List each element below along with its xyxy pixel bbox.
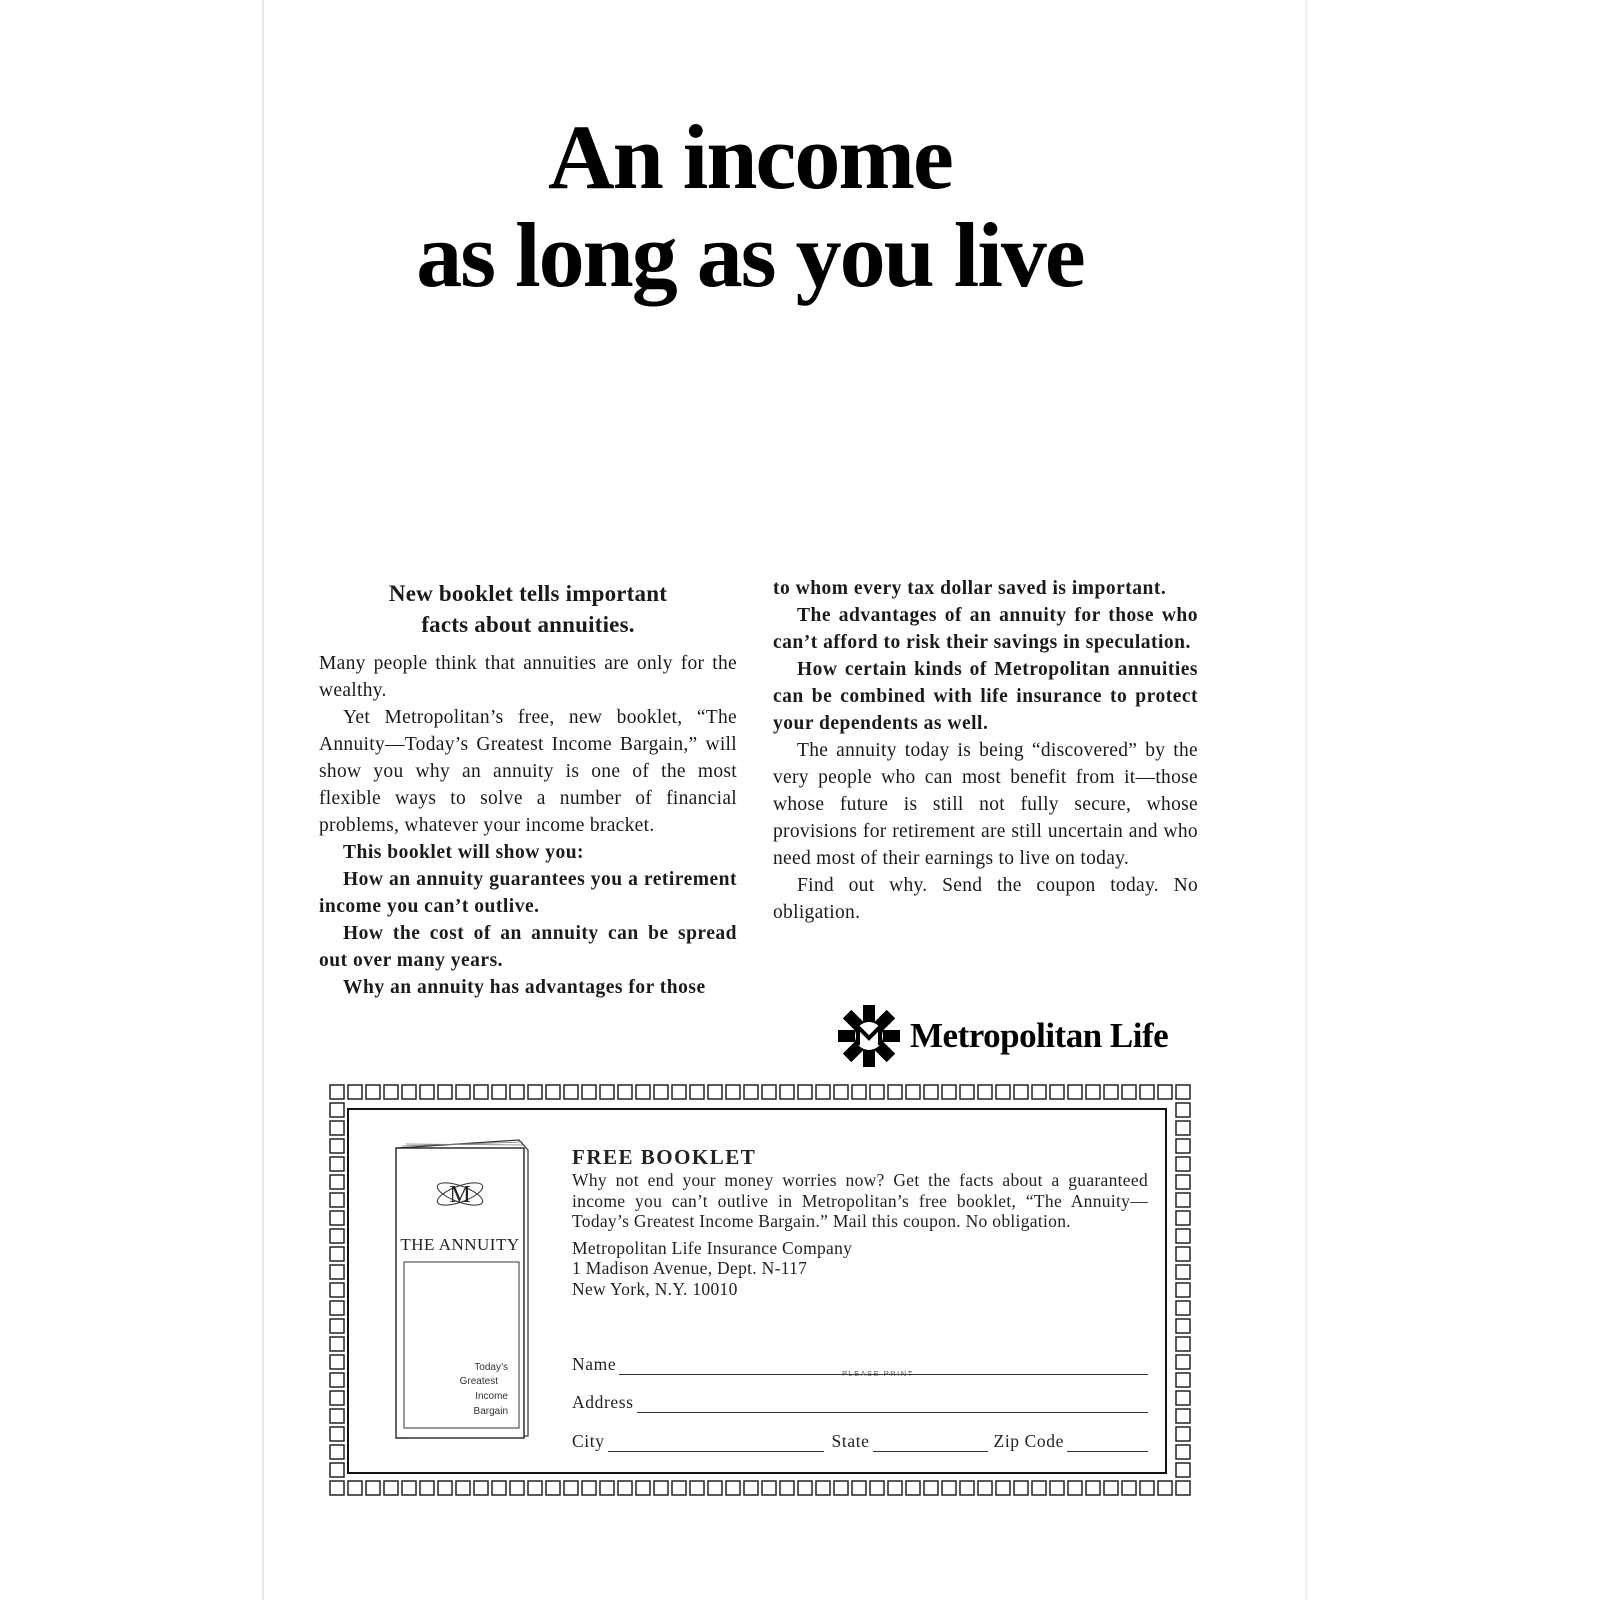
border-square [1176, 1193, 1190, 1207]
border-square [492, 1085, 506, 1099]
border-square [1176, 1301, 1190, 1315]
border-square [510, 1481, 524, 1495]
border-square [636, 1085, 650, 1099]
border-square [564, 1085, 578, 1099]
booklet-subtitle-2: Greatest [459, 1376, 498, 1387]
border-square [366, 1481, 380, 1495]
border-square [330, 1121, 344, 1135]
booklet-subtitle-1: Today’s [474, 1362, 508, 1373]
border-square [780, 1481, 794, 1495]
border-square [474, 1085, 488, 1099]
border-square [1176, 1481, 1190, 1495]
border-square [1050, 1481, 1064, 1495]
border-square [888, 1481, 902, 1495]
zip-code-label: Zip Code [993, 1431, 1064, 1451]
bold-paragraph: How the cost of an annuity can be spread out over many years. [319, 923, 737, 971]
border-square [1176, 1247, 1190, 1261]
border-square [1176, 1373, 1190, 1387]
border-square [1176, 1229, 1190, 1243]
border-square [1050, 1085, 1064, 1099]
border-square [852, 1481, 866, 1495]
border-square [618, 1481, 632, 1495]
border-square [1176, 1265, 1190, 1279]
border-square [474, 1481, 488, 1495]
name-label: Name [572, 1354, 617, 1374]
border-square [1176, 1085, 1190, 1099]
border-square [330, 1427, 344, 1441]
border-square [1086, 1085, 1100, 1099]
zip-code-field[interactable] [1067, 1434, 1148, 1452]
border-square [1140, 1481, 1154, 1495]
border-square [1032, 1085, 1046, 1099]
border-square [816, 1085, 830, 1099]
border-square [924, 1085, 938, 1099]
border-square [762, 1481, 776, 1495]
border-square [924, 1481, 938, 1495]
border-square [330, 1265, 344, 1279]
subheading [319, 578, 737, 640]
logo-text: Metropolitan Life [910, 1016, 1169, 1055]
border-square [330, 1193, 344, 1207]
border-square [1122, 1085, 1136, 1099]
border-square [348, 1085, 362, 1099]
border-square [978, 1085, 992, 1099]
border-square [1014, 1481, 1028, 1495]
right-column [773, 575, 1198, 926]
border-square [330, 1229, 344, 1243]
border-square [420, 1481, 434, 1495]
border-square [330, 1391, 344, 1405]
address-row [572, 1387, 1148, 1413]
border-square [672, 1085, 686, 1099]
border-square [744, 1481, 758, 1495]
booklet-illustration [394, 1138, 534, 1443]
bold-paragraph: This booklet will show you: [343, 842, 585, 863]
border-square [600, 1085, 614, 1099]
border-square [1176, 1139, 1190, 1153]
border-square [942, 1481, 956, 1495]
border-square [672, 1481, 686, 1495]
border-square [942, 1085, 956, 1099]
border-square [1032, 1481, 1046, 1495]
address-line-1: Metropolitan Life Insurance Company [572, 1237, 853, 1258]
please-print-note: PLEASE PRINT [842, 1369, 914, 1378]
border-square [528, 1085, 542, 1099]
border-square [978, 1481, 992, 1495]
booklet-subtitle-4: Bargain [473, 1406, 508, 1417]
border-square [1176, 1355, 1190, 1369]
border-square [726, 1481, 740, 1495]
border-square [528, 1481, 542, 1495]
border-square [1176, 1463, 1190, 1477]
border-square [960, 1085, 974, 1099]
border-square [330, 1175, 344, 1189]
border-square [330, 1301, 344, 1315]
border-square [1068, 1085, 1082, 1099]
bold-paragraph: to whom every tax dollar saved is important. [773, 578, 1167, 599]
border-square [330, 1103, 344, 1117]
booklet-subtitle-3: Income [475, 1391, 508, 1402]
address-line-2: 1 Madison Avenue, Dept. N-117 [572, 1258, 808, 1278]
border-square [834, 1085, 848, 1099]
border-square [330, 1409, 344, 1423]
border-square [510, 1085, 524, 1099]
metropolitan-life-logo [836, 1000, 1206, 1072]
border-square [330, 1211, 344, 1225]
coupon-text [572, 1144, 1148, 1299]
border-square [1176, 1175, 1190, 1189]
border-square [636, 1481, 650, 1495]
border-square [906, 1481, 920, 1495]
mailing-address [572, 1238, 1148, 1300]
city-label: City [572, 1431, 605, 1451]
border-square [834, 1481, 848, 1495]
border-square [1068, 1481, 1082, 1495]
booklet-monogram: M [449, 1182, 471, 1208]
border-square [456, 1085, 470, 1099]
border-square [330, 1139, 344, 1153]
border-square [1176, 1157, 1190, 1171]
border-square [384, 1481, 398, 1495]
border-square [870, 1085, 884, 1099]
border-square [906, 1085, 920, 1099]
border-square [816, 1481, 830, 1495]
address-line-3: New York, N.Y. 10010 [572, 1278, 738, 1299]
booklet-title: THE ANNUITY [400, 1235, 520, 1254]
paragraph: Many people think that annuities are only for the wealthy. [319, 653, 737, 701]
border-square [744, 1085, 758, 1099]
border-square [546, 1085, 560, 1099]
border-square [1176, 1103, 1190, 1117]
border-square [330, 1085, 344, 1099]
border-square [1176, 1391, 1190, 1405]
border-square [438, 1481, 452, 1495]
border-square [582, 1085, 596, 1099]
border-square [1176, 1319, 1190, 1333]
subheading-line-2: facts about annuities. [421, 612, 635, 637]
border-square [690, 1085, 704, 1099]
border-square [1158, 1085, 1172, 1099]
bold-paragraph: Why an annuity has advantages for those [343, 977, 706, 998]
border-square [330, 1157, 344, 1171]
border-square [708, 1481, 722, 1495]
border-square [402, 1481, 416, 1495]
subheading-line-1: New booklet tells important [388, 581, 668, 606]
border-square [402, 1085, 416, 1099]
state-label: State [831, 1431, 870, 1451]
border-square [708, 1085, 722, 1099]
left-column [319, 578, 737, 1001]
border-square [546, 1481, 560, 1495]
border-square [438, 1085, 452, 1099]
border-square [1176, 1283, 1190, 1297]
coupon-body: Why not end your money worries now? Get the facts about a guaranteed income you can’t outlive in Metropolitan’s free booklet, “The Annuity—Today’s Greatest Income Bargain.” Mail this coupon. No obligation. [572, 1170, 1148, 1231]
border-square [564, 1481, 578, 1495]
border-square [492, 1481, 506, 1495]
bold-paragraph: The advantages of an annuity for those who can’t afford to risk their savings in speculation. [773, 605, 1198, 653]
border-square [762, 1085, 776, 1099]
border-square [798, 1481, 812, 1495]
bold-paragraph: How certain kinds of Metropolitan annuities can be combined with life insurance to protect your dependents as well. [773, 659, 1198, 734]
city-field[interactable] [608, 1434, 824, 1452]
border-square [420, 1085, 434, 1099]
coupon-title: FREE BOOKLET [572, 1145, 757, 1169]
border-square [618, 1085, 632, 1099]
bold-paragraph: How an annuity guarantees you a retirement income you can’t outlive. [319, 869, 737, 917]
border-square [960, 1481, 974, 1495]
border-square [1086, 1481, 1100, 1495]
border-square [1176, 1211, 1190, 1225]
border-square [996, 1085, 1010, 1099]
border-square [1122, 1481, 1136, 1495]
border-square [1104, 1085, 1118, 1099]
border-square [780, 1085, 794, 1099]
border-square [330, 1355, 344, 1369]
border-square [330, 1247, 344, 1261]
city-state-zip-row [572, 1426, 1148, 1452]
border-square [384, 1085, 398, 1099]
border-square [456, 1481, 470, 1495]
headline-line-2: as long as you live [416, 204, 1084, 306]
border-square [366, 1085, 380, 1099]
metlife-m-star-icon [836, 1003, 902, 1069]
border-square [852, 1085, 866, 1099]
border-square [330, 1445, 344, 1459]
border-square [690, 1481, 704, 1495]
border-square [726, 1085, 740, 1099]
border-square [1140, 1085, 1154, 1099]
border-square [330, 1337, 344, 1351]
border-square [870, 1481, 884, 1495]
border-square [1104, 1481, 1118, 1495]
border-square [330, 1283, 344, 1297]
state-field[interactable] [873, 1434, 988, 1452]
border-square [1176, 1121, 1190, 1135]
border-square [1176, 1337, 1190, 1351]
headline-line-1: An income [548, 106, 952, 208]
headline [0, 108, 1500, 304]
border-square [348, 1481, 362, 1495]
address-label: Address [572, 1392, 634, 1412]
paragraph: The annuity today is being “discovered” by the very people who can most benefit from it—those whose future is still not fully secure, whose provisions for retirement are still uncertain and who need most of their earnings to live on today. [773, 740, 1198, 869]
border-square [888, 1085, 902, 1099]
border-square [996, 1481, 1010, 1495]
border-square [1014, 1085, 1028, 1099]
border-square [654, 1481, 668, 1495]
border-square [330, 1319, 344, 1333]
paragraph: Yet Metropolitan’s free, new booklet, “The Annuity—Today’s Greatest Income Bargain,” will show you why an annuity is one of the most flexible ways to solve a number of financial problems, whatever your income bracket. [319, 707, 737, 836]
border-square [798, 1085, 812, 1099]
border-square [330, 1463, 344, 1477]
border-square [582, 1481, 596, 1495]
address-field[interactable] [637, 1395, 1148, 1413]
border-square [1176, 1445, 1190, 1459]
border-square [1176, 1409, 1190, 1423]
paragraph: Find out why. Send the coupon today. No obligation. [773, 875, 1198, 923]
border-square [1176, 1427, 1190, 1441]
border-square [654, 1085, 668, 1099]
border-square [600, 1481, 614, 1495]
border-square [330, 1481, 344, 1495]
border-square [330, 1373, 344, 1387]
border-square [1158, 1481, 1172, 1495]
